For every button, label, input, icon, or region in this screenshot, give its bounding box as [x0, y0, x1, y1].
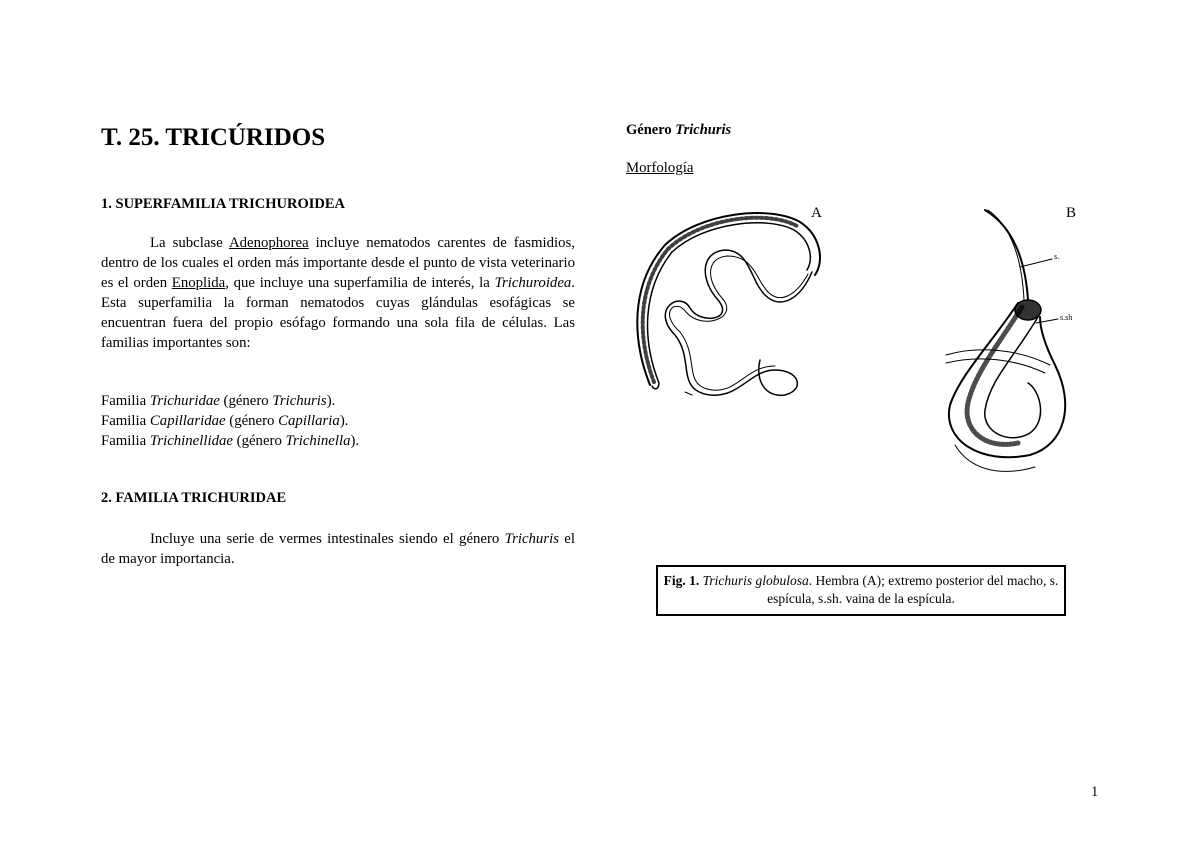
page-number: 1: [1091, 784, 1099, 800]
caption-text: . Hembra (A); extremo posterior del macho, s. espícula, s.sh. vaina de la espícula.: [767, 573, 1059, 606]
section2-heading: 2. FAMILIA TRICHURIDAE: [101, 490, 287, 506]
para-text: el de mayor importancia.: [101, 531, 575, 567]
term-trichuroidea: Trichuroidea: [494, 275, 572, 291]
annotation-spicule-sheath: s.sh: [1060, 313, 1073, 322]
figure-caption: [656, 565, 1066, 616]
figure-label-a: A: [811, 205, 822, 221]
section2-paragraph: [101, 529, 575, 569]
para-text: , que incluye una superfamilia de interés, la: [225, 275, 495, 291]
annotation-spicule: s.: [1054, 252, 1060, 261]
family-item: Familia Capillaridae (género Capillaria).: [101, 413, 349, 429]
morphology-subheading: Morfología: [626, 160, 694, 176]
worm-male-illustration: [940, 205, 1085, 485]
term-trichuris: Trichuris: [504, 531, 559, 547]
family-item: Familia Trichuridae (género Trichuris).: [101, 393, 336, 409]
term-enoplida: Enoplida: [171, 275, 226, 291]
caption-figure-number: Fig. 1.: [663, 573, 700, 588]
para-text: La subclase: [150, 235, 229, 251]
para-text: incluye nematodos carentes de fasmidios, dentro de los cuales el orden más importante desde el punto de vista veterinario es el orden: [101, 235, 576, 291]
family-list: [101, 391, 359, 451]
para-text: Incluye una serie de vermes intestinales siendo el género: [150, 531, 505, 547]
worm-female-illustration: [630, 200, 840, 405]
genus-heading: Género Trichuris: [626, 122, 732, 138]
page-title: T. 25. TRICÚRIDOS: [101, 124, 326, 151]
figure-label-b: B: [1066, 205, 1077, 221]
caption-species: Trichuris globulosa: [702, 573, 809, 588]
family-item: Familia Trichinellidae (género Trichinella).: [101, 433, 360, 449]
term-adenophorea: Adenophorea: [228, 235, 309, 251]
section1-paragraph: [101, 233, 575, 353]
para-text: . Esta superfamilia la forman nematodos cuyas glándulas esofágicas se encuentran fuera del propio esófago formando una sola fila de células. Las familias importantes son:: [101, 275, 575, 351]
section1-heading: 1. SUPERFAMILIA TRICHUROIDEA: [101, 196, 345, 212]
